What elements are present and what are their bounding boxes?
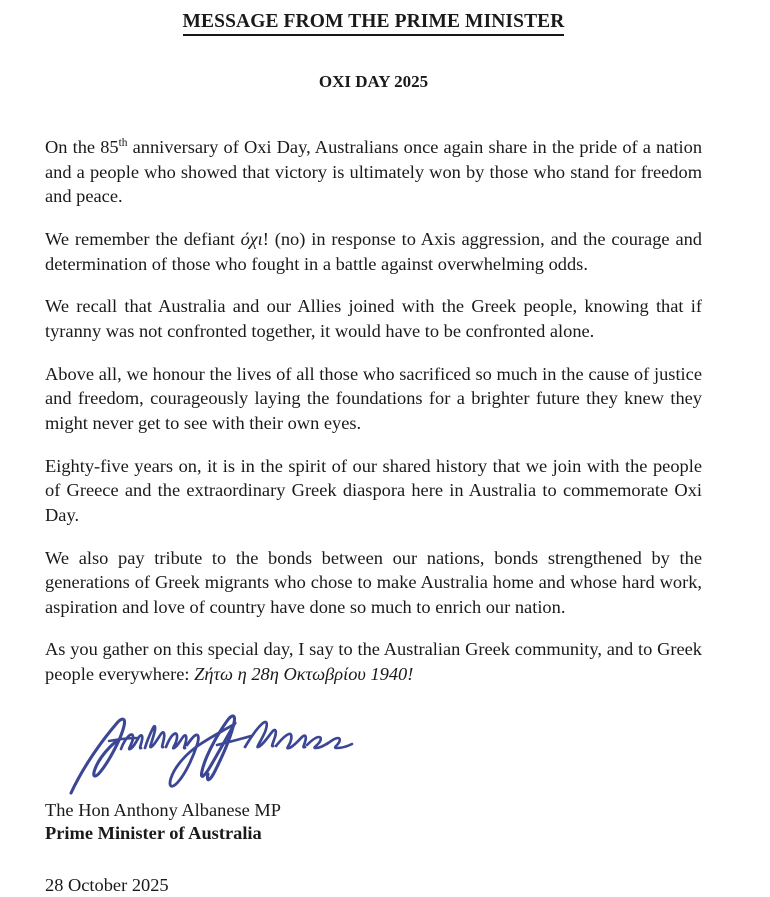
paragraph-1-rest: anniversary of Oxi Day, Australians once again share in the pride of a nation and a people who showed that victory is ultimately won by those who stand for freedom and peace.	[45, 136, 703, 207]
paragraph-7	[45, 637, 702, 686]
page-title-text: MESSAGE FROM THE PRIME MINISTER	[183, 11, 565, 36]
signature-image	[59, 701, 359, 801]
signoff-role: Prime Minister of Australia	[45, 823, 262, 844]
greek-word-ohi: όχι	[240, 228, 263, 249]
paragraph-2-after: ! (no) in response to Axis aggression, and the courage and determination of those who fought in a battle against overwhelming odds.	[45, 228, 702, 274]
paragraph-6: We also pay tribute to the bonds between our nations, bonds strengthened by the generations of Greek migrants who chose to make Australia home and whose hard work, aspiration and love of country have done so much to enrich our nation.	[45, 547, 702, 617]
paragraph-7-before: As you gather on this special day, I say to the Australian Greek community, and to Greek people everywhere:	[45, 639, 702, 685]
signature-block	[45, 703, 702, 799]
signoff-block	[45, 799, 702, 846]
message-body	[45, 92, 702, 687]
paragraph-2-before: We remember the defiant	[45, 228, 241, 249]
greek-phrase-zito: Ζήτω η 28η Οκτωβρίου 1940!	[194, 664, 414, 685]
paragraph-2	[45, 227, 702, 276]
ordinal-suffix: th	[118, 136, 128, 149]
paragraph-3: We recall that Australia and our Allies joined with the Greek people, knowing that if tyranny was not confronted together, it would have to be confronted alone.	[45, 296, 702, 341]
page-subtitle: OXI DAY 2025	[318, 72, 429, 92]
paragraph-4: Above all, we honour the lives of all those who sacrificed so much in the cause of justice and freedom, courageously laying the foundations for a brighter future they knew they might never get to see with their own eyes.	[45, 363, 702, 433]
signoff-name: The Hon Anthony Albanese MP	[45, 799, 281, 820]
paragraph-1	[45, 135, 702, 209]
paragraph-5: Eighty-five years on, it is in the spirit of our shared history that we join with the people of Greece and the extraordinary Greek diaspora here in Australia to commemorate Oxi Day.	[45, 455, 702, 525]
paragraph-1-lead: On the 85	[45, 136, 119, 157]
document-date: 28 October 2025	[45, 874, 169, 895]
page-title	[45, 0, 702, 36]
